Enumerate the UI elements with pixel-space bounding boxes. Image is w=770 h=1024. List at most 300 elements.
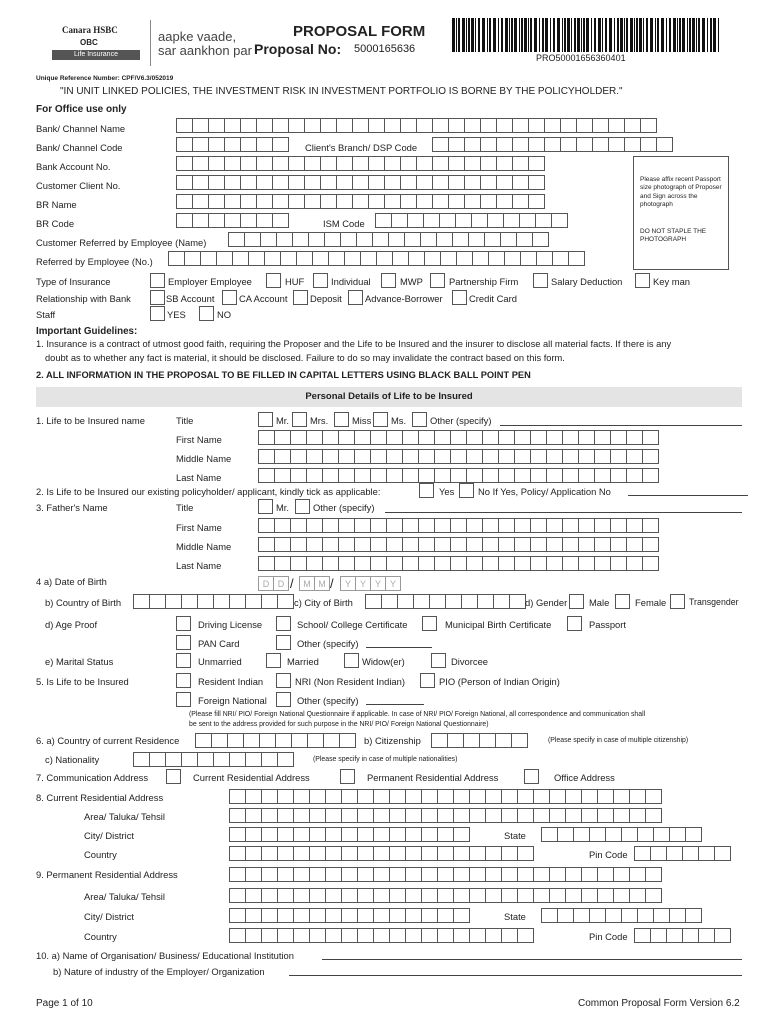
char-cell[interactable] — [592, 118, 609, 133]
char-cell[interactable] — [240, 194, 257, 209]
proof-municipal-checkbox[interactable] — [422, 616, 437, 631]
char-cell[interactable] — [640, 118, 657, 133]
proof-passport-checkbox[interactable] — [567, 616, 582, 631]
char-cell[interactable] — [341, 808, 358, 823]
char-cell[interactable] — [400, 194, 417, 209]
char-cell[interactable] — [453, 928, 470, 943]
char-cell[interactable] — [532, 232, 549, 247]
char-cell[interactable] — [512, 175, 529, 190]
nri-checkbox[interactable] — [276, 673, 291, 688]
char-cell[interactable] — [402, 449, 419, 464]
char-cell[interactable] — [258, 468, 275, 483]
char-cell[interactable] — [245, 867, 262, 882]
char-cell[interactable] — [277, 827, 294, 842]
char-cell[interactable] — [645, 789, 662, 804]
char-cell[interactable] — [293, 867, 310, 882]
char-cell[interactable] — [304, 175, 321, 190]
current-country-field[interactable] — [229, 846, 533, 861]
q2-no-checkbox[interactable] — [459, 483, 474, 498]
insurance-type-salary-checkbox[interactable] — [533, 273, 548, 288]
char-cell[interactable] — [516, 232, 533, 247]
char-cell[interactable] — [466, 449, 483, 464]
char-cell[interactable] — [328, 251, 345, 266]
char-cell[interactable] — [501, 928, 518, 943]
char-cell[interactable] — [365, 594, 382, 609]
char-cell[interactable] — [304, 156, 321, 171]
char-cell[interactable] — [274, 430, 291, 445]
country-birth-field[interactable] — [133, 594, 293, 609]
char-cell[interactable] — [495, 733, 512, 748]
char-cell[interactable] — [338, 468, 355, 483]
char-cell[interactable] — [416, 175, 433, 190]
char-cell[interactable] — [256, 194, 273, 209]
char-cell[interactable] — [533, 867, 550, 882]
insurance-type-keyman-checkbox[interactable] — [635, 273, 650, 288]
char-cell[interactable] — [637, 908, 654, 923]
char-cell[interactable] — [544, 137, 561, 152]
char-cell[interactable] — [272, 175, 289, 190]
country-residence-field[interactable] — [195, 733, 355, 748]
char-cell[interactable] — [293, 888, 310, 903]
char-cell[interactable] — [325, 846, 342, 861]
char-cell[interactable] — [541, 908, 558, 923]
char-cell[interactable] — [293, 908, 310, 923]
char-cell[interactable] — [224, 213, 241, 228]
char-cell[interactable] — [610, 556, 627, 571]
char-cell[interactable] — [309, 808, 326, 823]
char-cell[interactable] — [293, 846, 310, 861]
char-cell[interactable] — [468, 232, 485, 247]
char-cell[interactable] — [642, 556, 659, 571]
char-cell[interactable] — [421, 928, 438, 943]
char-cell[interactable] — [626, 449, 643, 464]
comm-office-checkbox[interactable] — [524, 769, 539, 784]
char-cell[interactable] — [389, 928, 406, 943]
char-cell[interactable] — [581, 888, 598, 903]
char-cell[interactable] — [650, 928, 667, 943]
char-cell[interactable] — [325, 789, 342, 804]
char-cell[interactable] — [485, 808, 502, 823]
q1-other-line[interactable] — [500, 425, 742, 426]
proof-other-line[interactable] — [366, 647, 432, 648]
char-cell[interactable] — [405, 808, 422, 823]
char-cell[interactable] — [240, 156, 257, 171]
insurance-type-employer-checkbox[interactable] — [150, 273, 165, 288]
char-cell[interactable] — [181, 752, 198, 767]
char-cell[interactable] — [404, 232, 421, 247]
char-cell[interactable] — [309, 867, 326, 882]
char-cell[interactable] — [594, 468, 611, 483]
char-cell[interactable] — [448, 156, 465, 171]
char-cell[interactable] — [389, 808, 406, 823]
char-cell[interactable] — [325, 888, 342, 903]
char-cell[interactable] — [384, 156, 401, 171]
char-cell[interactable] — [469, 789, 486, 804]
char-cell[interactable] — [437, 928, 454, 943]
char-cell[interactable] — [408, 251, 425, 266]
char-cell[interactable] — [197, 594, 214, 609]
char-cell[interactable] — [232, 251, 249, 266]
bank-channel-name-field[interactable] — [176, 118, 656, 133]
char-cell[interactable] — [418, 430, 435, 445]
char-cell[interactable] — [450, 430, 467, 445]
char-cell[interactable] — [484, 232, 501, 247]
char-cell[interactable] — [528, 156, 545, 171]
char-cell[interactable] — [517, 888, 534, 903]
char-cell[interactable] — [192, 137, 209, 152]
char-cell[interactable] — [354, 556, 371, 571]
char-cell[interactable] — [325, 867, 342, 882]
char-cell[interactable] — [352, 118, 369, 133]
permanent-country-field[interactable] — [229, 928, 533, 943]
char-cell[interactable] — [610, 537, 627, 552]
bank-account-field[interactable] — [176, 156, 544, 171]
char-cell[interactable] — [434, 430, 451, 445]
char-cell[interactable] — [373, 789, 390, 804]
char-cell[interactable] — [386, 449, 403, 464]
char-cell[interactable] — [373, 908, 390, 923]
char-cell[interactable] — [519, 213, 536, 228]
proof-driving-checkbox[interactable] — [176, 616, 191, 631]
char-cell[interactable] — [384, 175, 401, 190]
char-cell[interactable] — [520, 251, 537, 266]
char-cell[interactable] — [578, 518, 595, 533]
char-cell[interactable] — [176, 118, 193, 133]
char-cell[interactable] — [261, 752, 278, 767]
char-cell[interactable] — [229, 928, 246, 943]
char-cell[interactable] — [485, 789, 502, 804]
char-cell[interactable] — [309, 928, 326, 943]
char-cell[interactable] — [336, 175, 353, 190]
char-cell[interactable] — [384, 118, 401, 133]
char-cell[interactable] — [512, 194, 529, 209]
char-cell[interactable] — [243, 733, 260, 748]
char-cell[interactable] — [389, 867, 406, 882]
q3-other-checkbox[interactable] — [295, 499, 310, 514]
char-cell[interactable] — [192, 213, 209, 228]
char-cell[interactable] — [530, 430, 547, 445]
char-cell[interactable] — [357, 846, 374, 861]
char-cell[interactable] — [277, 928, 294, 943]
char-cell[interactable] — [605, 827, 622, 842]
char-cell[interactable] — [245, 846, 262, 861]
permanent-state-field[interactable] — [541, 908, 701, 923]
char-cell[interactable] — [322, 556, 339, 571]
char-cell[interactable] — [258, 449, 275, 464]
char-cell[interactable] — [370, 556, 387, 571]
char-cell[interactable] — [240, 137, 257, 152]
char-cell[interactable] — [293, 928, 310, 943]
char-cell[interactable] — [610, 449, 627, 464]
char-cell[interactable] — [469, 867, 486, 882]
char-cell[interactable] — [434, 468, 451, 483]
char-cell[interactable] — [597, 808, 614, 823]
marital-divorcee-checkbox[interactable] — [431, 653, 446, 668]
char-cell[interactable] — [258, 556, 275, 571]
char-cell[interactable] — [714, 846, 731, 861]
char-cell[interactable] — [325, 827, 342, 842]
char-cell[interactable] — [165, 594, 182, 609]
char-cell[interactable] — [224, 175, 241, 190]
char-cell[interactable] — [418, 518, 435, 533]
char-cell[interactable] — [360, 251, 377, 266]
q3-middle-name-field[interactable] — [258, 537, 658, 552]
char-cell[interactable] — [224, 194, 241, 209]
char-cell[interactable] — [216, 251, 233, 266]
char-cell[interactable] — [256, 213, 273, 228]
proof-other-checkbox[interactable] — [276, 635, 291, 650]
char-cell[interactable] — [288, 194, 305, 209]
char-cell[interactable] — [421, 888, 438, 903]
char-cell[interactable] — [546, 537, 563, 552]
char-cell[interactable] — [562, 468, 579, 483]
marital-married-checkbox[interactable] — [266, 653, 281, 668]
char-cell[interactable] — [464, 194, 481, 209]
char-cell[interactable] — [613, 867, 630, 882]
char-cell[interactable] — [388, 232, 405, 247]
char-cell[interactable] — [501, 789, 518, 804]
char-cell[interactable] — [517, 928, 534, 943]
char-cell[interactable] — [613, 888, 630, 903]
nationality-field[interactable] — [133, 752, 293, 767]
char-cell[interactable] — [634, 846, 651, 861]
char-cell[interactable] — [192, 175, 209, 190]
char-cell[interactable] — [277, 808, 294, 823]
char-cell[interactable] — [357, 908, 374, 923]
char-cell[interactable] — [431, 733, 448, 748]
char-cell[interactable] — [354, 449, 371, 464]
char-cell[interactable] — [594, 449, 611, 464]
char-cell[interactable] — [325, 928, 342, 943]
char-cell[interactable] — [562, 556, 579, 571]
char-cell[interactable] — [416, 194, 433, 209]
char-cell[interactable] — [437, 908, 454, 923]
char-cell[interactable] — [424, 251, 441, 266]
gender-male-checkbox[interactable] — [569, 594, 584, 609]
char-cell[interactable] — [573, 827, 590, 842]
char-cell[interactable] — [629, 808, 646, 823]
char-cell[interactable] — [368, 194, 385, 209]
char-cell[interactable] — [685, 908, 702, 923]
char-cell[interactable] — [352, 175, 369, 190]
char-cell[interactable] — [357, 808, 374, 823]
char-cell[interactable] — [440, 251, 457, 266]
current-address-line-field[interactable] — [229, 789, 661, 804]
char-cell[interactable] — [228, 232, 245, 247]
dob-y3[interactable]: Y — [370, 576, 386, 591]
char-cell[interactable] — [416, 118, 433, 133]
insurance-type-partnership-checkbox[interactable] — [430, 273, 445, 288]
char-cell[interactable] — [463, 733, 480, 748]
char-cell[interactable] — [626, 537, 643, 552]
char-cell[interactable] — [530, 537, 547, 552]
char-cell[interactable] — [482, 449, 499, 464]
city-birth-field[interactable] — [365, 594, 525, 609]
char-cell[interactable] — [341, 888, 358, 903]
char-cell[interactable] — [320, 194, 337, 209]
char-cell[interactable] — [496, 118, 513, 133]
char-cell[interactable] — [610, 468, 627, 483]
char-cell[interactable] — [277, 789, 294, 804]
char-cell[interactable] — [240, 213, 257, 228]
resident-other-line[interactable] — [366, 704, 424, 705]
dob-y4[interactable]: Y — [385, 576, 401, 591]
char-cell[interactable] — [376, 251, 393, 266]
char-cell[interactable] — [277, 594, 294, 609]
char-cell[interactable] — [245, 908, 262, 923]
char-cell[interactable] — [176, 175, 193, 190]
char-cell[interactable] — [149, 752, 166, 767]
char-cell[interactable] — [448, 175, 465, 190]
char-cell[interactable] — [437, 846, 454, 861]
char-cell[interactable] — [208, 137, 225, 152]
char-cell[interactable] — [466, 518, 483, 533]
char-cell[interactable] — [469, 808, 486, 823]
br-name-field[interactable] — [176, 194, 544, 209]
char-cell[interactable] — [498, 537, 515, 552]
char-cell[interactable] — [437, 827, 454, 842]
char-cell[interactable] — [292, 232, 309, 247]
char-cell[interactable] — [642, 468, 659, 483]
char-cell[interactable] — [640, 137, 657, 152]
char-cell[interactable] — [402, 518, 419, 533]
char-cell[interactable] — [546, 556, 563, 571]
char-cell[interactable] — [517, 867, 534, 882]
char-cell[interactable] — [450, 556, 467, 571]
char-cell[interactable] — [434, 556, 451, 571]
char-cell[interactable] — [629, 888, 646, 903]
char-cell[interactable] — [610, 518, 627, 533]
char-cell[interactable] — [578, 430, 595, 445]
char-cell[interactable] — [421, 789, 438, 804]
char-cell[interactable] — [528, 194, 545, 209]
char-cell[interactable] — [517, 789, 534, 804]
char-cell[interactable] — [498, 468, 515, 483]
char-cell[interactable] — [626, 556, 643, 571]
char-cell[interactable] — [276, 232, 293, 247]
char-cell[interactable] — [372, 232, 389, 247]
char-cell[interactable] — [368, 118, 385, 133]
char-cell[interactable] — [344, 251, 361, 266]
q1-last-name-field[interactable] — [258, 468, 658, 483]
comm-current-checkbox[interactable] — [166, 769, 181, 784]
char-cell[interactable] — [245, 789, 262, 804]
char-cell[interactable] — [320, 118, 337, 133]
char-cell[interactable] — [496, 156, 513, 171]
char-cell[interactable] — [434, 518, 451, 533]
char-cell[interactable] — [307, 733, 324, 748]
char-cell[interactable] — [272, 156, 289, 171]
char-cell[interactable] — [306, 468, 323, 483]
char-cell[interactable] — [485, 846, 502, 861]
char-cell[interactable] — [357, 827, 374, 842]
char-cell[interactable] — [578, 468, 595, 483]
char-cell[interactable] — [261, 789, 278, 804]
char-cell[interactable] — [485, 928, 502, 943]
char-cell[interactable] — [200, 251, 217, 266]
char-cell[interactable] — [352, 156, 369, 171]
char-cell[interactable] — [642, 430, 659, 445]
char-cell[interactable] — [208, 194, 225, 209]
char-cell[interactable] — [546, 468, 563, 483]
char-cell[interactable] — [546, 430, 563, 445]
char-cell[interactable] — [309, 846, 326, 861]
char-cell[interactable] — [469, 888, 486, 903]
char-cell[interactable] — [501, 888, 518, 903]
char-cell[interactable] — [400, 118, 417, 133]
char-cell[interactable] — [666, 846, 683, 861]
char-cell[interactable] — [576, 118, 593, 133]
char-cell[interactable] — [560, 118, 577, 133]
char-cell[interactable] — [568, 251, 585, 266]
char-cell[interactable] — [565, 888, 582, 903]
char-cell[interactable] — [133, 594, 150, 609]
char-cell[interactable] — [626, 518, 643, 533]
char-cell[interactable] — [714, 928, 731, 943]
char-cell[interactable] — [434, 537, 451, 552]
char-cell[interactable] — [594, 430, 611, 445]
staff-yes-checkbox[interactable] — [150, 306, 165, 321]
char-cell[interactable] — [197, 752, 214, 767]
char-cell[interactable] — [552, 251, 569, 266]
char-cell[interactable] — [192, 194, 209, 209]
char-cell[interactable] — [634, 928, 651, 943]
char-cell[interactable] — [517, 846, 534, 861]
char-cell[interactable] — [480, 194, 497, 209]
char-cell[interactable] — [245, 752, 262, 767]
char-cell[interactable] — [213, 752, 230, 767]
char-cell[interactable] — [439, 213, 456, 228]
organisation-line[interactable] — [322, 959, 742, 960]
char-cell[interactable] — [666, 928, 683, 943]
char-cell[interactable] — [213, 594, 230, 609]
char-cell[interactable] — [608, 118, 625, 133]
char-cell[interactable] — [624, 137, 641, 152]
char-cell[interactable] — [549, 808, 566, 823]
char-cell[interactable] — [402, 537, 419, 552]
char-cell[interactable] — [448, 137, 465, 152]
char-cell[interactable] — [354, 518, 371, 533]
char-cell[interactable] — [450, 468, 467, 483]
char-cell[interactable] — [290, 468, 307, 483]
char-cell[interactable] — [503, 213, 520, 228]
char-cell[interactable] — [341, 827, 358, 842]
char-cell[interactable] — [320, 175, 337, 190]
char-cell[interactable] — [373, 888, 390, 903]
char-cell[interactable] — [208, 156, 225, 171]
char-cell[interactable] — [296, 251, 313, 266]
char-cell[interactable] — [293, 789, 310, 804]
char-cell[interactable] — [261, 827, 278, 842]
char-cell[interactable] — [480, 118, 497, 133]
char-cell[interactable] — [368, 175, 385, 190]
char-cell[interactable] — [272, 213, 289, 228]
char-cell[interactable] — [341, 908, 358, 923]
char-cell[interactable] — [528, 175, 545, 190]
char-cell[interactable] — [493, 594, 510, 609]
char-cell[interactable] — [432, 137, 449, 152]
marital-widow-checkbox[interactable] — [344, 653, 359, 668]
current-city-field[interactable] — [229, 827, 469, 842]
dob-d1[interactable]: D — [258, 576, 274, 591]
char-cell[interactable] — [322, 518, 339, 533]
char-cell[interactable] — [277, 908, 294, 923]
char-cell[interactable] — [304, 118, 321, 133]
char-cell[interactable] — [453, 808, 470, 823]
char-cell[interactable] — [386, 468, 403, 483]
char-cell[interactable] — [621, 827, 638, 842]
char-cell[interactable] — [261, 846, 278, 861]
